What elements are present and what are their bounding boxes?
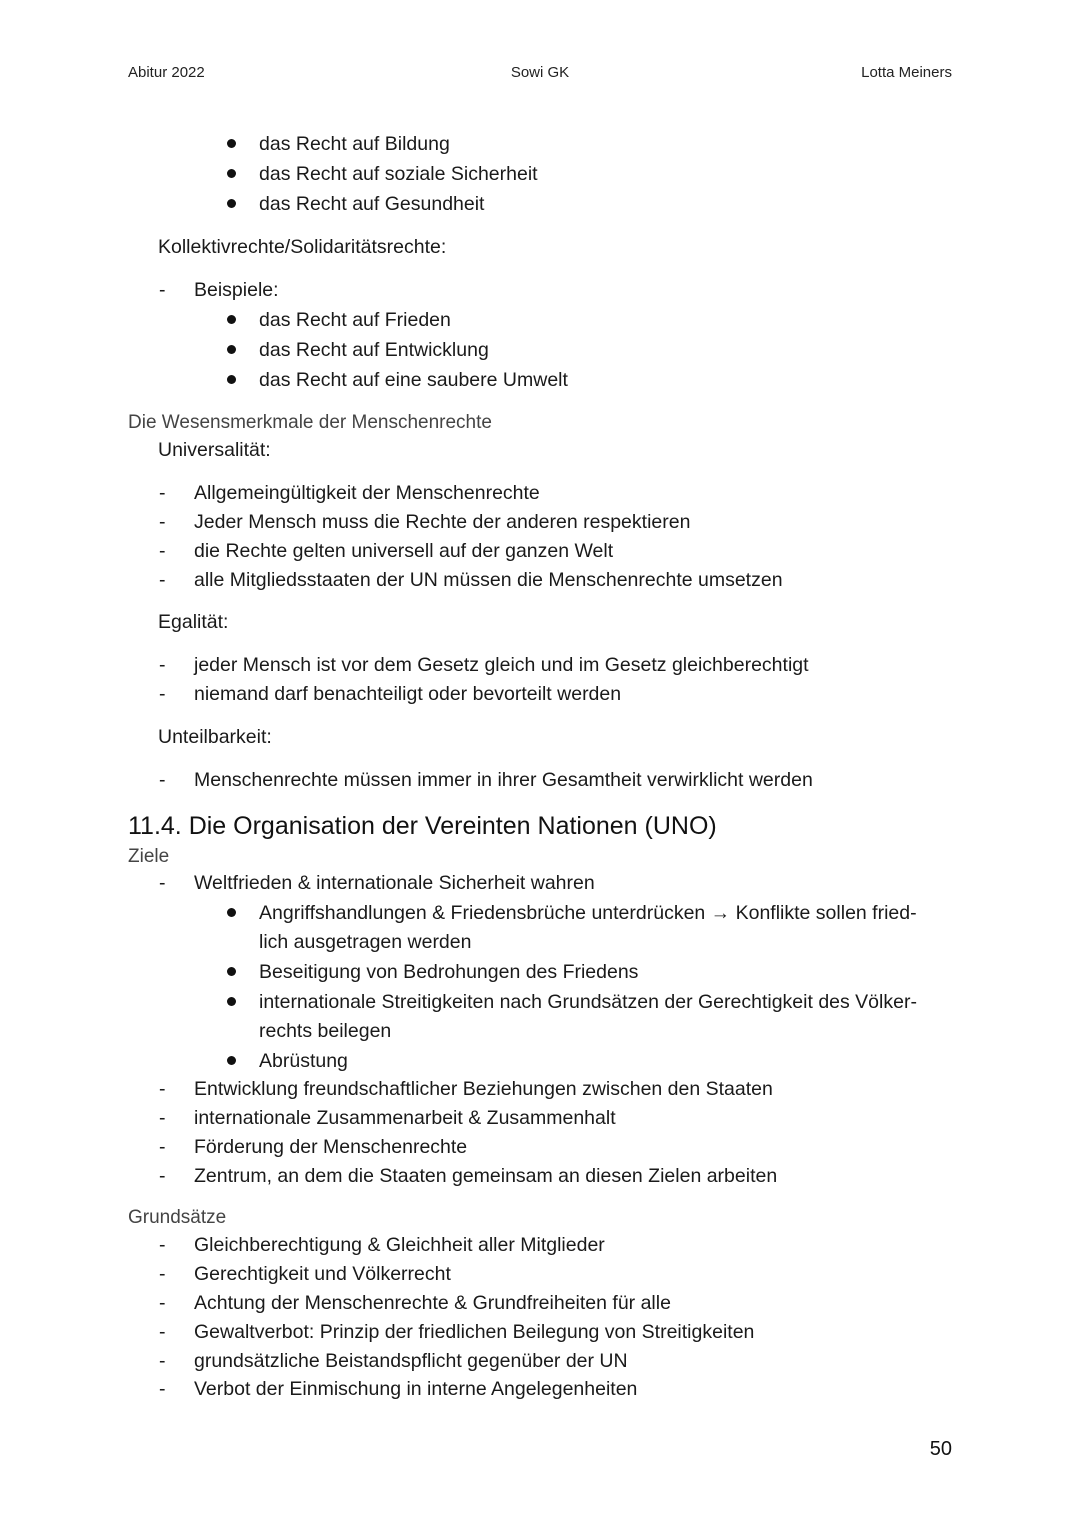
list-item-continuation: rechts beilegen <box>259 1020 392 1042</box>
list-item: internationale Streitigkeiten nach Grundsätzen der Gerechtigkeit des Völker- <box>259 991 917 1013</box>
bullet-icon <box>227 1056 236 1065</box>
principles-heading: Grundsätze <box>128 1207 227 1228</box>
equality-label: Egalität: <box>158 611 229 633</box>
dash-icon: - <box>159 1350 166 1372</box>
list-item: niemand darf benachteiligt oder bevorteilt werden <box>194 683 622 705</box>
bullet-icon <box>227 997 236 1006</box>
list-item: Verbot der Einmischung in interne Angelegenheiten <box>194 1378 638 1400</box>
list-item: das Recht auf Entwicklung <box>259 339 489 361</box>
header-left: Abitur 2022 <box>128 64 205 81</box>
list-item: Förderung der Menschenrechte <box>194 1136 468 1158</box>
dash-icon: - <box>159 872 166 894</box>
list-item: Weltfrieden & internationale Sicherheit wahren <box>194 872 595 894</box>
dash-icon: - <box>159 569 166 591</box>
list-item: das Recht auf Gesundheit <box>259 193 485 215</box>
characteristics-heading: Die Wesensmerkmale der Menschenrechte <box>128 412 492 433</box>
list-item-continuation: lich ausgetragen werden <box>259 931 472 953</box>
bullet-icon <box>227 345 236 354</box>
list-item: grundsätzliche Beistandspflicht gegenüber der UN <box>194 1350 628 1372</box>
dash-icon: - <box>159 482 166 504</box>
list-item: das Recht auf eine saubere Umwelt <box>259 369 568 391</box>
list-item: die Rechte gelten universell auf der ganzen Welt <box>194 540 614 562</box>
list-item: Entwicklung freundschaftlicher Beziehungen zwischen den Staaten <box>194 1078 773 1100</box>
list-item: Beseitigung von Bedrohungen des Friedens <box>259 961 639 983</box>
list-item: Allgemeingültigkeit der Menschenrechte <box>194 482 540 504</box>
list-item: Jeder Mensch muss die Rechte der anderen respektieren <box>194 511 691 533</box>
dash-icon: - <box>159 769 166 791</box>
dash-icon: - <box>159 540 166 562</box>
bullet-icon <box>227 908 236 917</box>
list-item: Gewaltverbot: Prinzip der friedlichen Beilegung von Streitigkeiten <box>194 1321 755 1343</box>
dash-icon: - <box>159 1378 166 1400</box>
page-number: 50 <box>929 1438 952 1460</box>
list-item: Angriffshandlungen & Friedensbrüche unterdrücken → Konflikte sollen fried- <box>259 902 917 924</box>
list-item: Gleichberechtigung & Gleichheit aller Mitglieder <box>194 1234 605 1256</box>
bullet-icon <box>227 375 236 384</box>
examples-label: Beispiele: <box>194 279 279 301</box>
list-item: das Recht auf soziale Sicherheit <box>259 163 538 185</box>
header-right: Lotta Meiners <box>861 64 952 81</box>
goals-heading: Ziele <box>128 846 170 867</box>
collective-rights-label: Kollektivrechte/Solidaritätsrechte: <box>158 236 447 258</box>
dash-icon: - <box>159 511 166 533</box>
bullet-icon <box>227 199 236 208</box>
dash-icon: - <box>159 654 166 676</box>
list-item: alle Mitgliedsstaaten der UN müssen die Menschenrechte umsetzen <box>194 569 783 591</box>
dash-icon: - <box>159 1165 166 1187</box>
universality-label: Universalität: <box>158 439 271 461</box>
list-item: internationale Zusammenarbeit & Zusammenhalt <box>194 1107 616 1129</box>
list-item: das Recht auf Frieden <box>259 309 451 331</box>
section-title: 11.4. Die Organisation der Vereinten Nationen (UNO) <box>128 812 717 840</box>
indivisibility-label: Unteilbarkeit: <box>158 726 272 748</box>
dash-icon: - <box>159 279 166 301</box>
dash-icon: - <box>159 683 166 705</box>
list-item: jeder Mensch ist vor dem Gesetz gleich und im Gesetz gleichberechtigt <box>194 654 809 676</box>
dash-icon: - <box>159 1292 166 1314</box>
bullet-icon <box>227 169 236 178</box>
list-item: das Recht auf Bildung <box>259 133 450 155</box>
dash-icon: - <box>159 1234 166 1256</box>
dash-icon: - <box>159 1107 166 1129</box>
bullet-icon <box>227 315 236 324</box>
dash-icon: - <box>159 1136 166 1158</box>
list-item: Menschenrechte müssen immer in ihrer Gesamtheit verwirklicht werden <box>194 769 813 791</box>
header-center: Sowi GK <box>510 64 570 81</box>
dash-icon: - <box>159 1321 166 1343</box>
list-item: Abrüstung <box>259 1050 348 1072</box>
list-item: Gerechtigkeit und Völkerrecht <box>194 1263 451 1285</box>
list-item: Zentrum, an dem die Staaten gemeinsam an diesen Zielen arbeiten <box>194 1165 778 1187</box>
dash-icon: - <box>159 1078 166 1100</box>
list-item: Achtung der Menschenrechte & Grundfreiheiten für alle <box>194 1292 671 1314</box>
bullet-icon <box>227 139 236 148</box>
dash-icon: - <box>159 1263 166 1285</box>
bullet-icon <box>227 967 236 976</box>
